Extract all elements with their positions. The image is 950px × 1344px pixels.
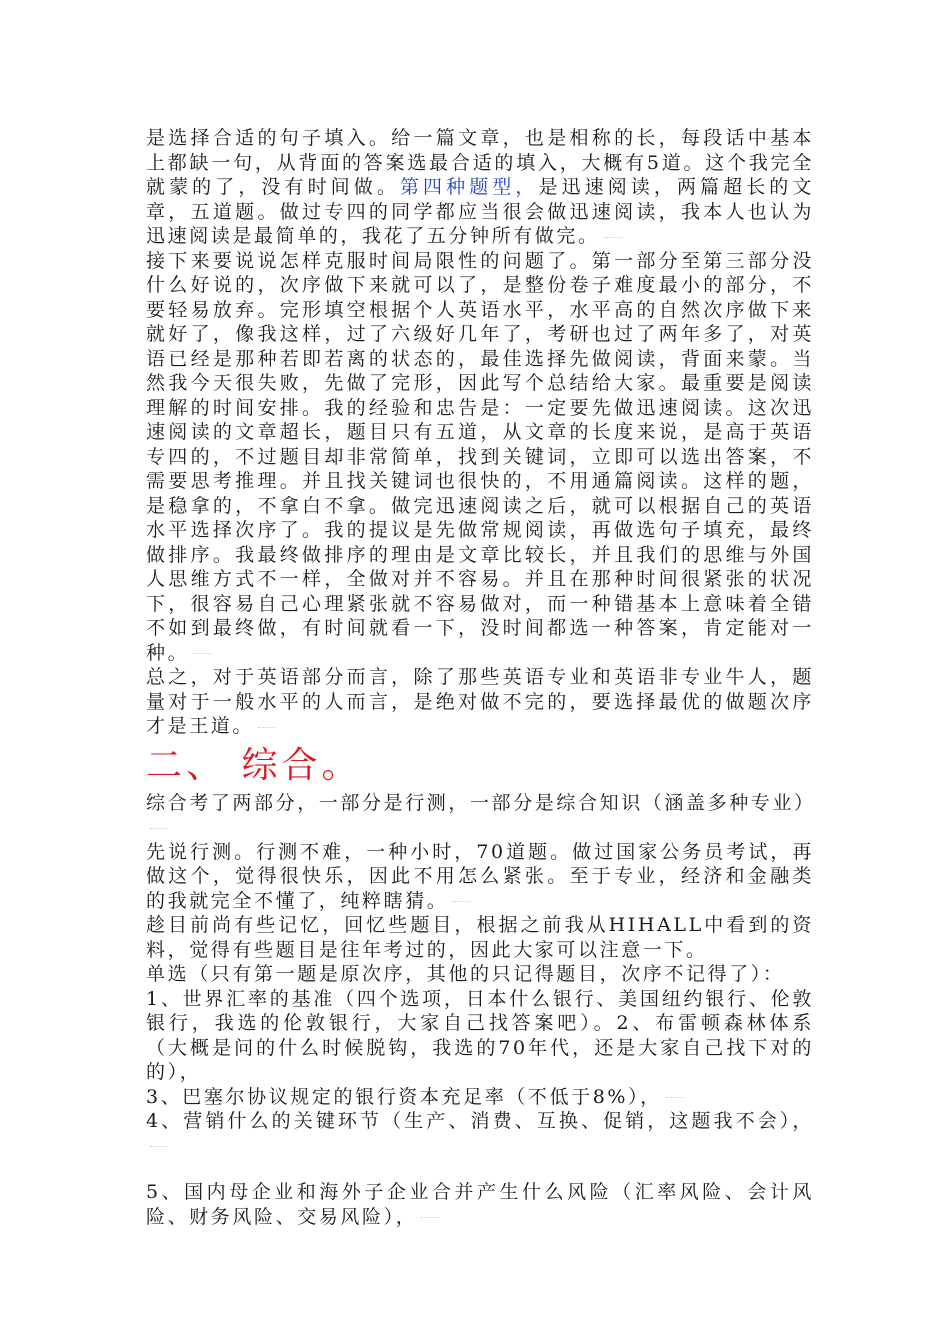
paragraph-time-strategy [146,249,814,666]
paragraph-text: 先说行测。行测不难，一种小时，70道题。做过国家公务员考试，再做这个，觉得很快乐，因此不用怎么紧张。至于专业，经济和金融类的我就完全不懂了，纯粹瞎猜。 [146,840,814,912]
dotted-mark [150,828,168,829]
paragraph-summary [146,665,814,739]
paragraph-recall-note [146,913,814,962]
dotted-mark [193,653,211,654]
paragraph-text: 综合考了两部分，一部分是行测，一部分是综合知识（涵盖多种专业） [146,791,816,814]
paragraph-text: 总之，对于英语部分而言，除了那些英语专业和英语非专业牛人，题量对于一般水平的人而言，是绝对做不完的，要选择最优的做题次序才是王道。 [146,666,814,737]
dotted-mark [452,901,470,902]
paragraph-comprehensive-intro [146,791,814,840]
dotted-mark [150,1146,168,1147]
list-item-3 [146,1085,814,1110]
dotted-mark [604,237,622,238]
paragraph-text: 是选择合适的句子填入。给一篇文章，也是相称的长，每段话中基本上都缺一句，从背面的答案选最合适的填入，大概有5道。这个我完全就蒙的了，没有时间做。 [146,127,814,198]
paragraph-text: 趁目前尚有些记忆，回忆些题目，根据之前我从HIHALL中看到的资料，觉得有些题目是往年考过的，因此大家可以注意一下。 [146,914,814,961]
paragraph-text: 3、巴塞尔协议规定的银行资本充足率（不低于8%）， [146,1085,662,1108]
paragraph-text: 是迅速阅读，两篇超长的文章，五道题。做过专四的同学都应当很会做迅速阅读，我本人也认为迅速阅读是最简单的，我花了五分钟所有做完。 [146,176,814,247]
list-item-4 [146,1109,814,1158]
paragraph-single-choice-intro [146,962,814,987]
paragraph-text: 单选（只有第一题是原次序，其他的只记得题目，次序不记得了）： [146,963,785,985]
spacer [146,1158,814,1180]
paragraph-text: 5、国内母企业和海外子企业合并产生什么风险（汇率风险、会计风险、财务风险、交易风险）， [146,1181,814,1228]
question-type-link[interactable]: 第四种题型， [399,176,539,198]
list-item-1-2 [146,987,814,1085]
paragraph-aptitude-test [146,840,814,914]
paragraph-text: 接下来要说说怎样克服时间局限性的问题了。第一部分至第三部分没什么好说的，次序做下来就可以了，是整份卷子难度最小的部分，不要轻易放弃。完形填空根据个人英语水平，水平高的自然次序做下来就好了，像我这样，过了六级好几年了，考研也过了两年多了，对英语已经是那种若即若离的状态的，最佳选择先做阅读，背面来蒙。当然我今天很失败，先做了完形，因此写个总结给大家。最重要是阅读理解的时间安排。我的经验和忠告是：一定要先做迅速阅读。这次迅速阅读的文章超长，题目只有五道，从文章的长度来说，是高于英语专四的，不过题目却非常简单，找到关键词，立即可以选出答案，不需要思考推理。并且找关键词也很快的，不用通篇阅读。这样的题，是稳拿的，不拿白不拿。做完迅速阅读之后，就可以根据自己的英语水平选择次序了。我的提议是先做常规阅读，再做选句子填充，最终做排序。我最终做排序的理由是文章比较长，并且我们的思维与外国人思维方式不一样，全做对并不容易。并且在那种时间很紧张的状况下，很容易自己心理紧张就不容易做对，而一种错基本上意味着全错不如到最终做，有时间就看一下，没时间都选一种答案，肯定能对一种。 [146,249,814,664]
dotted-mark [666,1097,684,1098]
paragraph-reading-section [146,126,814,249]
section-heading: 二、 综合。 [146,744,362,786]
paragraph-text: 1、世界汇率的基准（四个选项，日本什么银行、美国纽约银行、伦敦银行，我选的伦敦银行，大家自己找答案吧）。2、布雷顿森林体系（大概是问的什么时候脱钩，我选的70年代，还是大家自己找下对的的）， [146,987,814,1083]
dotted-mark [421,1217,439,1218]
paragraph-text: 4、营销什么的关键环节（生产、消费、互换、促销，这题我不会）， [146,1110,814,1132]
dotted-mark [258,727,276,728]
list-item-5 [146,1180,814,1229]
